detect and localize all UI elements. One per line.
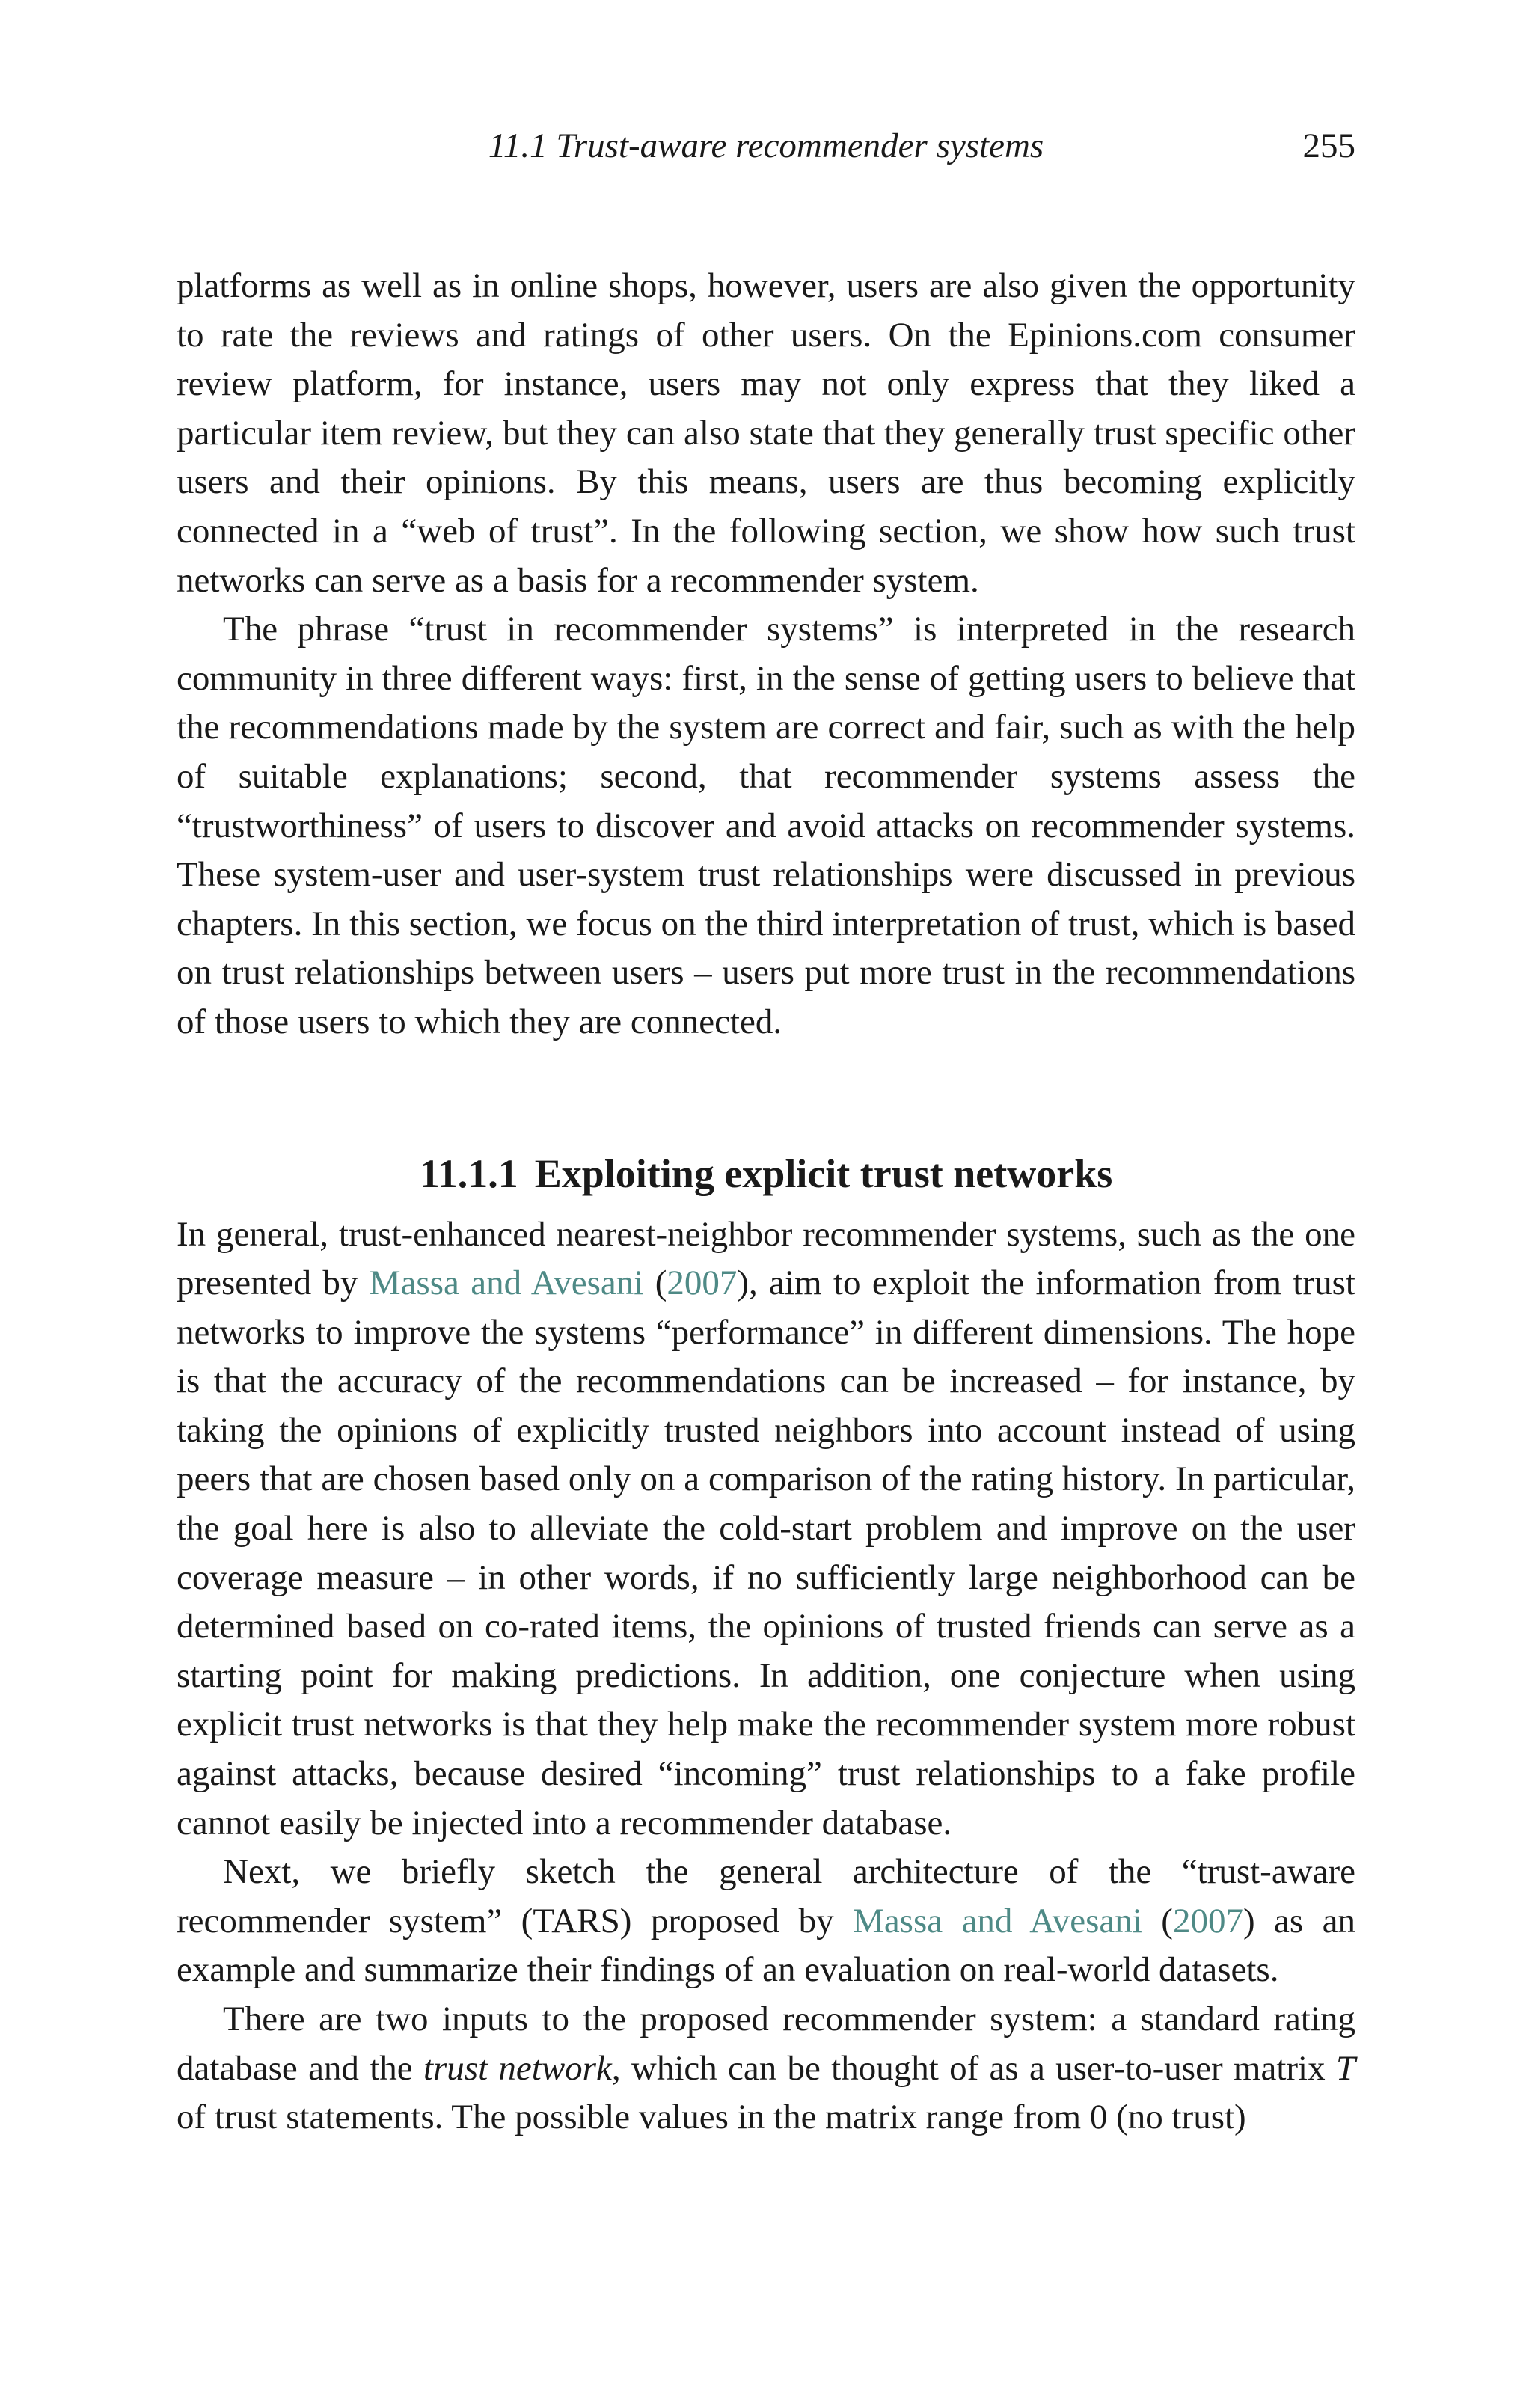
citation-massa-avesani-year-2[interactable]: 2007 bbox=[1172, 1901, 1243, 1940]
p3-text-after-cite: ), aim to exploit the information from trust networks to improve the systems “performance” in different dimensions. The hope is that the accuracy of the recommendations can be increased – for instance, by taking the opinions of explicitly trusted neighbors into account instead of using peers that are chosen based only on a comparison of the rating history. In particular, the goal here is also to alleviate the cold-start problem and improve on the user coverage measure – in other words, if no sufficiently large neighborhood can be determined based on co-rated items, the opinions of trusted friends can serve as a starting point for making predictions. In addition, one conjecture when using explicit trust networks is that they help make the recommender system more robust against attacks, because desired “incoming” trust relationships to a fake profile cannot easily be injected into a recommender database. bbox=[177, 1263, 1355, 1842]
paragraph-inputs bbox=[177, 1995, 1355, 2142]
paragraph-trust-enhanced bbox=[177, 1210, 1355, 1848]
section-spacer bbox=[177, 1047, 1355, 1148]
section-heading bbox=[177, 1148, 1355, 1200]
paragraph-intro: platforms as well as in online shops, however, users are also given the opportunity to rate the reviews and ratings of other users. On the Epinions.com consumer review platform, for instance, users may not only express that they liked a particular item review, but they can also state that they generally trust specific other users and their opinions. By this means, users are thus becoming explicitly connected in a “web of trust”. In the following section, we show how such trust networks can serve as a basis for a recommender system. bbox=[177, 266, 1355, 600]
p5-text-middle: , which can be thought of as a user-to-user matrix bbox=[611, 2048, 1336, 2088]
p3-text-before-cite: In general, trust-enhanced nearest-neighbor recommender systems, such as the one presented by bbox=[177, 1214, 1355, 1303]
section-title: Exploiting explicit trust networks bbox=[534, 1151, 1113, 1196]
p4-text-after-cite: ) as an example and summarize their findings of an evaluation on real-world datasets. bbox=[177, 1901, 1356, 1990]
section-number: 11.1.1 bbox=[419, 1151, 518, 1196]
page-number: 255 bbox=[1302, 126, 1355, 165]
running-head bbox=[177, 126, 1355, 178]
term-trust-network: trust network bbox=[423, 2048, 612, 2088]
p5-text-before-em: There are two inputs to the proposed recommender system: a standard rating database and the bbox=[177, 2000, 1355, 2088]
citation-massa-avesani-authors-2[interactable]: Massa and Avesani bbox=[853, 1901, 1142, 1940]
running-title: 11.1 Trust-aware recommender systems bbox=[488, 126, 1044, 165]
paragraph-tars-architecture bbox=[177, 1848, 1355, 1995]
body-text bbox=[177, 262, 1355, 2142]
citation-massa-avesani-year[interactable]: 2007 bbox=[667, 1263, 738, 1303]
citation-massa-avesani-authors[interactable]: Massa and Avesani bbox=[369, 1263, 644, 1303]
p4-open-paren: ( bbox=[1142, 1901, 1173, 1940]
math-variable-t: T bbox=[1335, 2048, 1356, 2088]
p4-text-before-cite: Next, we briefly sketch the general architecture of the “trust-aware recommender system” (TARS) proposed by bbox=[177, 1852, 1355, 1940]
p5-text-after-math: of trust statements. The possible values in the matrix range from 0 (no trust) bbox=[177, 2098, 1246, 2137]
p3-open-paren: ( bbox=[643, 1263, 667, 1303]
paragraph-trust-interpretations: The phrase “trust in recommender systems” is interpreted in the research community in three different ways: first, in the sense of getting users to believe that the recommendations made by the system are correct and fair, such as with the help of suitable explanations; second, that recommender systems assess the “trustworthiness” of users to discover and avoid attacks on recommender systems. These system-user and user-system trust relationships were discussed in previous chapters. In this section, we focus on the third interpretation of trust, which is based on trust relationships between users – users put more trust in the recommendations of those users to which they are connected. bbox=[177, 610, 1355, 1041]
